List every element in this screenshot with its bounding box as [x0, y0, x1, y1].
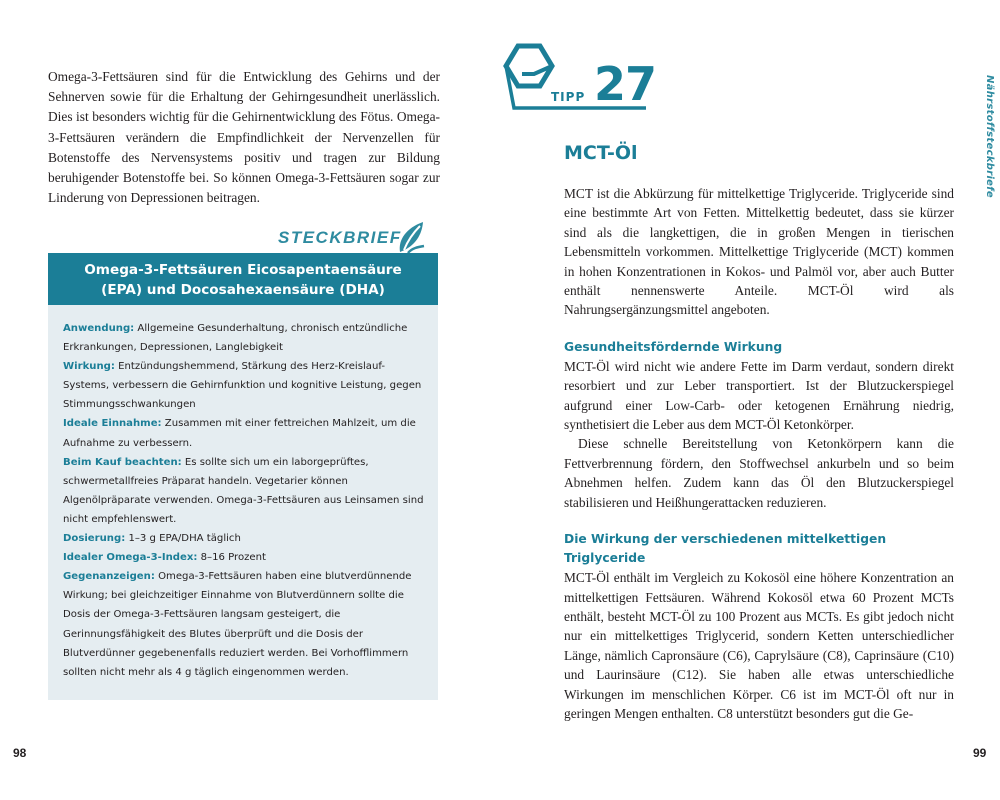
entry-key: Wirkung: [63, 361, 115, 373]
section-heading [564, 530, 954, 568]
entry-text: Es sollte sich um ein laborgeprüftes, schwermetallfreies Präparat handeln. Vegetarier können Algenölpräparate verwenden. Omega-3-Fettsäuren aus Leinsamen sind nicht empfehlenswert. [63, 456, 424, 525]
heading-line: Die Wirkung der verschiedenen mittelkettigen [564, 532, 887, 547]
entry-key: Ideale Einnahme: [63, 418, 162, 430]
paragraph: MCT-Öl enthält im Vergleich zu Kokosöl eine höhere Konzentration an mittelkettigen Fettsäuren. Während Kokosöl etwa 60 Prozent MCTs enthält, besteht MCT-Öl zu 100 Prozent aus MCTs. Es gibt jedoch nicht nur ein mittelkettiges Triglycerid, sondern Ketten unterschiedlicher Länge, nämlich Capronsäure (C6), Caprylsäure (C8), Caprinsäure (C10) und Laurinsäure (C12). Sie haben alle etwas unterschiedliche Wirkungen im menschlichen Körper. C6 ist im MCT-Öl oft nur in geringen Mengen enthalten. C8 unterstützt besonders gut die Ge- [564, 570, 954, 721]
entry-dosierung [63, 529, 426, 548]
entry-text: 1–3 g EPA/DHA täglich [125, 533, 241, 545]
steckbrief-label: STECKBRIEF [278, 228, 402, 247]
paragraph: Diese schnelle Bereitstellung von Ketonkörpern kann die Fettverbrennung fördern, den Stoffwechsel ankurbeln und so beim Abnehmen helfen. Zudem kann das Öl den Blutzuckerspiegel stabilisieren und Heißhungerattacken reduzieren. [564, 436, 954, 510]
leaf-icon [396, 220, 426, 254]
entry-gegenanzeigen [63, 567, 426, 682]
tipp-number: 27 [594, 57, 657, 111]
intro-paragraph: Omega-3-Fettsäuren sind für die Entwicklung des Gehirns und der Sehnerven sowie für die Erhaltung der Gehirngesundheit unerlässlich. Dies ist besonders wichtig für die Gehirnentwicklung des Fötus. Omega-3-Fettsäuren verändern die Empfindlichkeit der Nervenzellen für Botenstoffe des Nervensystems positiv und tragen zur Bildung beruhigender Botenstoffe bei. So können Omega-3-Fettsäuren sogar zur Linderung von Depressionen beitragen. [48, 69, 440, 206]
paragraph: MCT ist die Abkürzung für mittelkettige Triglyceride. Triglyceride sind eine bestimmte Art von Fetten. Mittelkettig bedeutet, dass sie kürzer sind als die langkettigen, die in großen Mengen in tierischen Lebensmitteln vorkommen. Mittelkettige Triglyceride (MCT) kommen in hohen Konzentrationen in Kokos- und Palmöl vor, aber auch Butter enthält nennenswerte Anteile. MCT-Öl wird als Nahrungsergänzungsmittel angeboten. [564, 186, 954, 318]
heading-line: Triglyceride [564, 551, 646, 566]
entry-text: Zusammen mit einer fettreichen Mahlzeit, um die Aufnahme zu verbessern. [63, 418, 416, 449]
entry-key: Anwendung: [63, 323, 135, 334]
entry-wirkung [63, 357, 426, 414]
side-tab-label: Nährstoffsteckbriefe [984, 75, 995, 198]
entry-text: 8–16 Prozent [197, 552, 266, 564]
page-number-right: 99 [973, 746, 987, 760]
page-title: MCT-Öl [564, 142, 638, 164]
steckbrief-body [48, 305, 438, 700]
entry-text: Omega-3-Fettsäuren haben eine blutverdünnende Wirkung; bei gleichzeitiger Einnahme von Blutverdünnern sollte die Dosis der Omega-3-Fettsäuren langsam gesteigert, die Gerinnungsfähigkeit des Blutes überprüft und die Dosis der Blutverdünner gegebenenfalls reduziert werden. Bei Vorhofflimmern sollten nicht mehr als 4 g täglich eingenommen werden. [63, 571, 412, 678]
steckbrief-header [48, 253, 438, 305]
entry-einnahme [63, 414, 426, 452]
entry-key: Idealer Omega-3-Index: [63, 552, 198, 564]
tipp-label: TIPP [551, 90, 586, 104]
paragraph: MCT-Öl wird nicht wie andere Fette im Darm verdaut, sondern direkt resorbiert und zur Leber transportiert. Ist der Blutzuckerspiegel aufgrund einer Low-Carb- oder ketogenen Ernährung niedrig, synthetisiert die Leber aus dem MCT-Öl Ketonkörper. [564, 358, 954, 433]
entry-index [63, 548, 426, 567]
steckbrief-title-line1: Omega-3-Fettsäuren Eicosapentaensäure [84, 262, 402, 278]
steckbrief-title-line2: (EPA) und Docosahexaensäure (DHA) [101, 282, 385, 298]
entry-anwendung [63, 319, 426, 357]
entry-key: Gegenanzeigen: [63, 571, 155, 583]
entry-text: Entzündungshemmend, Stärkung des Herz-Kreislauf-Systems, verbessern die Gehirnfunktion und kognitive Leistung, gegen Stimmungsschwankungen [63, 361, 422, 411]
entry-key: Beim Kauf beachten: [63, 456, 182, 468]
page-number-left: 98 [13, 746, 27, 760]
entry-key: Dosierung: [63, 533, 126, 545]
entry-text: Allgemeine Gesunderhaltung, chronisch entzündliche Erkrankungen, Depressionen, Langlebigkeit [63, 323, 408, 354]
entry-kauf [63, 453, 426, 529]
main-text [564, 184, 954, 723]
section-heading: Gesundheitsfördernde Wirkung [564, 339, 783, 354]
